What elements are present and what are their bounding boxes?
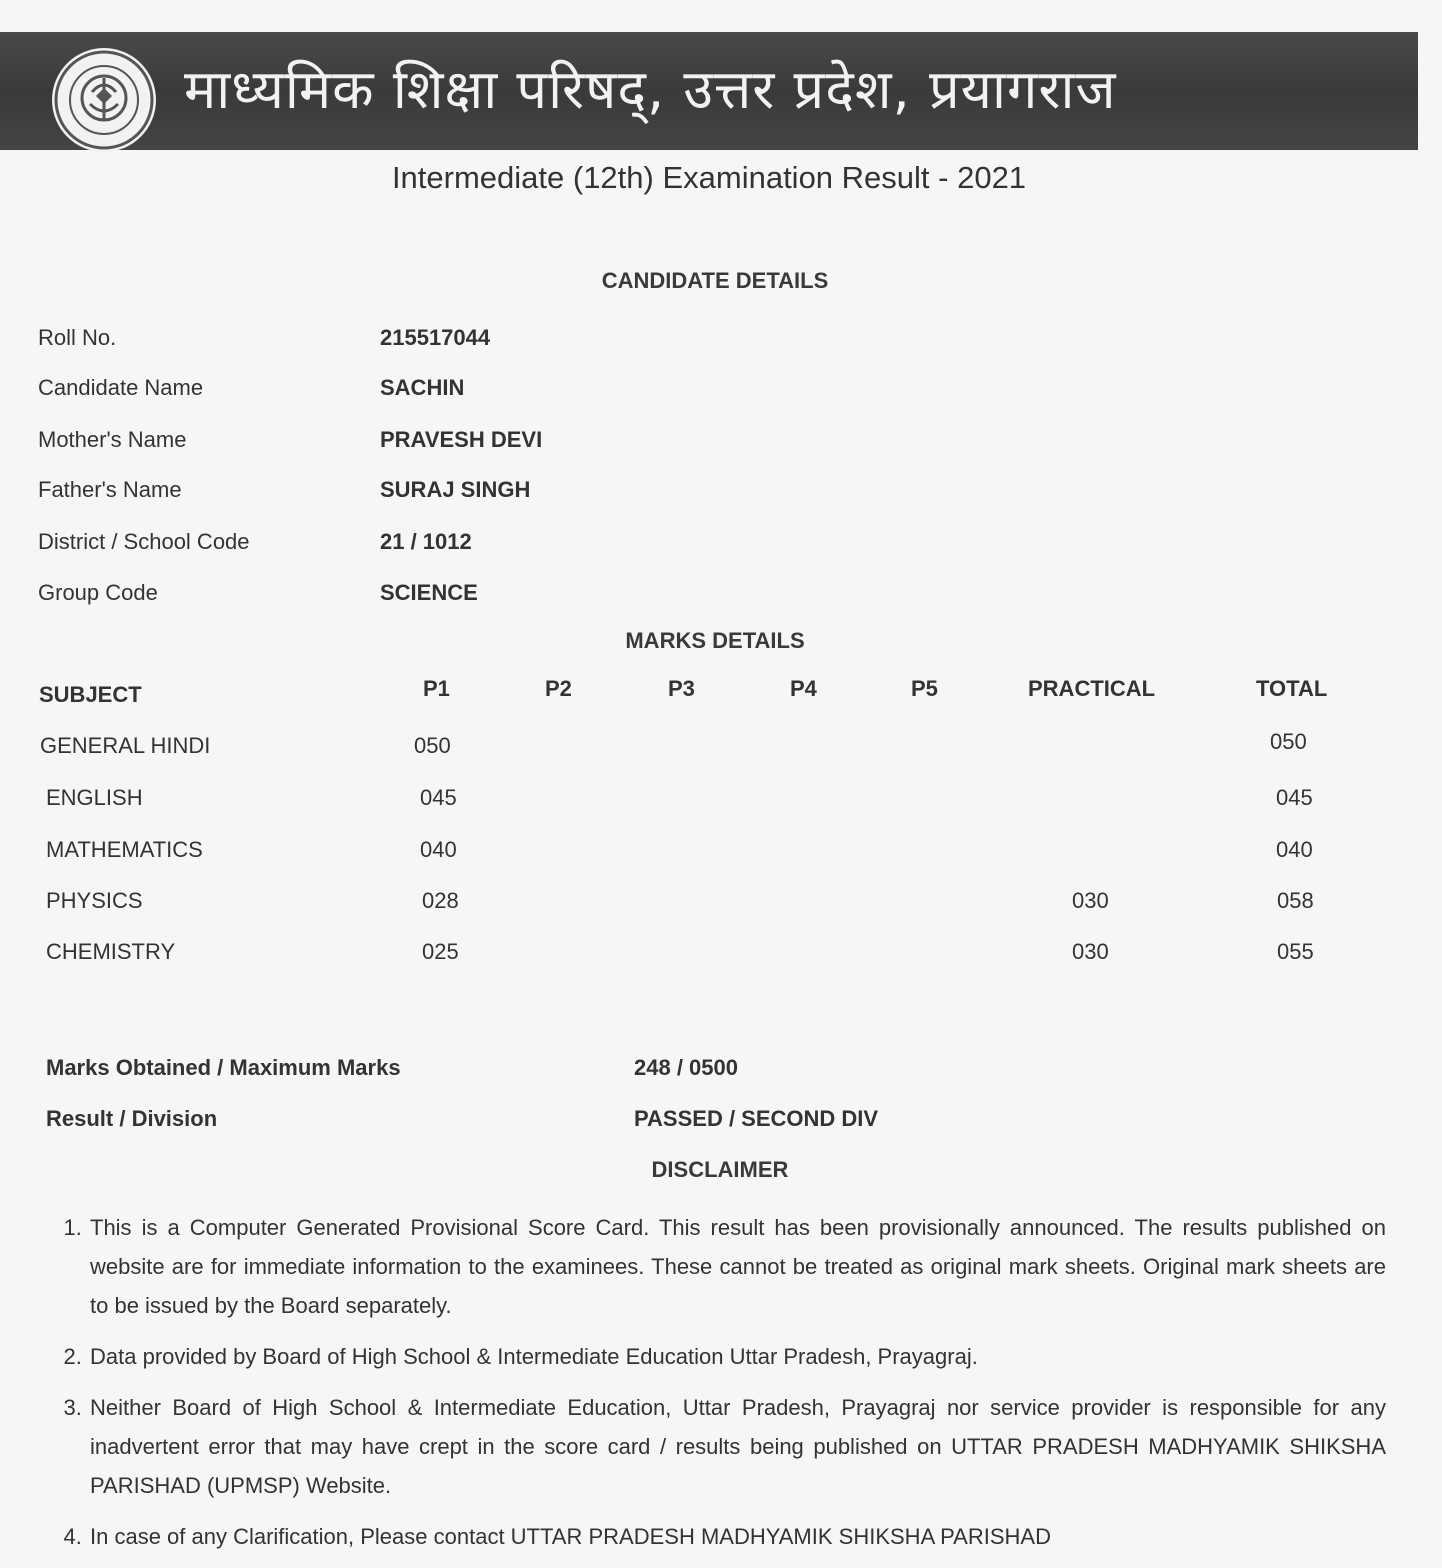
marks-details-heading: MARKS DETAILS [625,628,805,653]
subject-cell: GENERAL HINDI [40,733,211,758]
result-division-value: PASSED / SECOND DIV [634,1106,879,1131]
up-government-emblem-icon [52,48,156,152]
total-cell: 058 [1277,888,1314,913]
table-row [0,932,1442,972]
field-value: 21 / 1012 [380,529,472,554]
field-label: Group Code [38,580,158,605]
field-value: SACHIN [380,375,465,400]
total-cell: 045 [1276,785,1313,810]
p1-cell: 040 [420,837,457,862]
field-label: Candidate Name [38,375,204,400]
board-name-heading: माध्यमिक शिक्षा परिषद्, उत्तर प्रदेश, प्रयागराज [184,58,1117,121]
p1-cell: 025 [422,939,459,964]
practical-cell: 030 [1072,888,1109,913]
table-row [0,726,1442,766]
disclaimer-item: 2. Data provided by Board of High School & Intermediate Education Uttar Pradesh, Prayagraj. [88,1337,1386,1376]
field-value: 215517044 [380,325,491,350]
disclaimer-list [52,1208,1386,1568]
column-header-subject: SUBJECT [39,682,142,707]
disclaimer-item: 3. Neither Board of High School & Intermediate Education, Uttar Pradesh, Prayagraj nor service provider is responsible for any inadvertent error that may have crept in the score card / results being published on UTTAR PRADESH MADHYAMIK SHIKSHA PARISHAD (UPMSP) Website. [88,1388,1386,1505]
field-label: Father's Name [38,477,182,502]
result-division-label: Result / Division [46,1106,218,1131]
field-value: PRAVESH DEVI [380,427,543,452]
exam-title: Intermediate (12th) Examination Result - 2021 [391,160,1027,195]
table-row [0,881,1442,921]
column-header-total: TOTAL [1256,676,1328,701]
total-cell: 050 [1270,729,1307,754]
field-label: District / School Code [38,529,250,554]
disclaimer-item: 1. This is a Computer Generated Provisional Score Card. This result has been provisionally announced. The results published on website are for immediate information to the examinees. These cannot be treated as original mark sheets. Original mark sheets are to be issued by the Board separately. [88,1208,1386,1325]
table-row [0,830,1442,870]
header-banner [0,32,1418,150]
field-label: Roll No. [38,325,117,350]
column-header-p5: P5 [911,676,938,701]
p1-cell: 045 [420,785,457,810]
column-header-p4: P4 [790,676,817,701]
table-row [0,778,1442,818]
subject-cell: ENGLISH [46,785,143,810]
marks-obtained-value: 248 / 0500 [634,1055,738,1080]
disclaimer-item: 4. In case of any Clarification, Please contact UTTAR PRADESH MADHYAMIK SHIKSHA PARISHAD [88,1517,1386,1556]
field-value: SURAJ SINGH [380,477,531,502]
column-header-p3: P3 [668,676,695,701]
p1-cell: 028 [422,888,459,913]
marks-obtained-label: Marks Obtained / Maximum Marks [46,1055,401,1080]
practical-cell: 030 [1072,939,1109,964]
column-header-practical: PRACTICAL [1028,676,1156,701]
field-label: Mother's Name [38,427,187,452]
disclaimer-heading: DISCLAIMER [651,1157,789,1182]
total-cell: 040 [1276,837,1313,862]
subject-cell: CHEMISTRY [46,939,176,964]
p1-cell: 050 [414,733,451,758]
total-cell: 055 [1277,939,1314,964]
subject-cell: MATHEMATICS [46,837,203,862]
column-header-p1: P1 [423,676,450,701]
column-header-p2: P2 [545,676,572,701]
subject-cell: PHYSICS [46,888,143,913]
field-value: SCIENCE [380,580,478,605]
candidate-details-heading: CANDIDATE DETAILS [601,268,829,293]
